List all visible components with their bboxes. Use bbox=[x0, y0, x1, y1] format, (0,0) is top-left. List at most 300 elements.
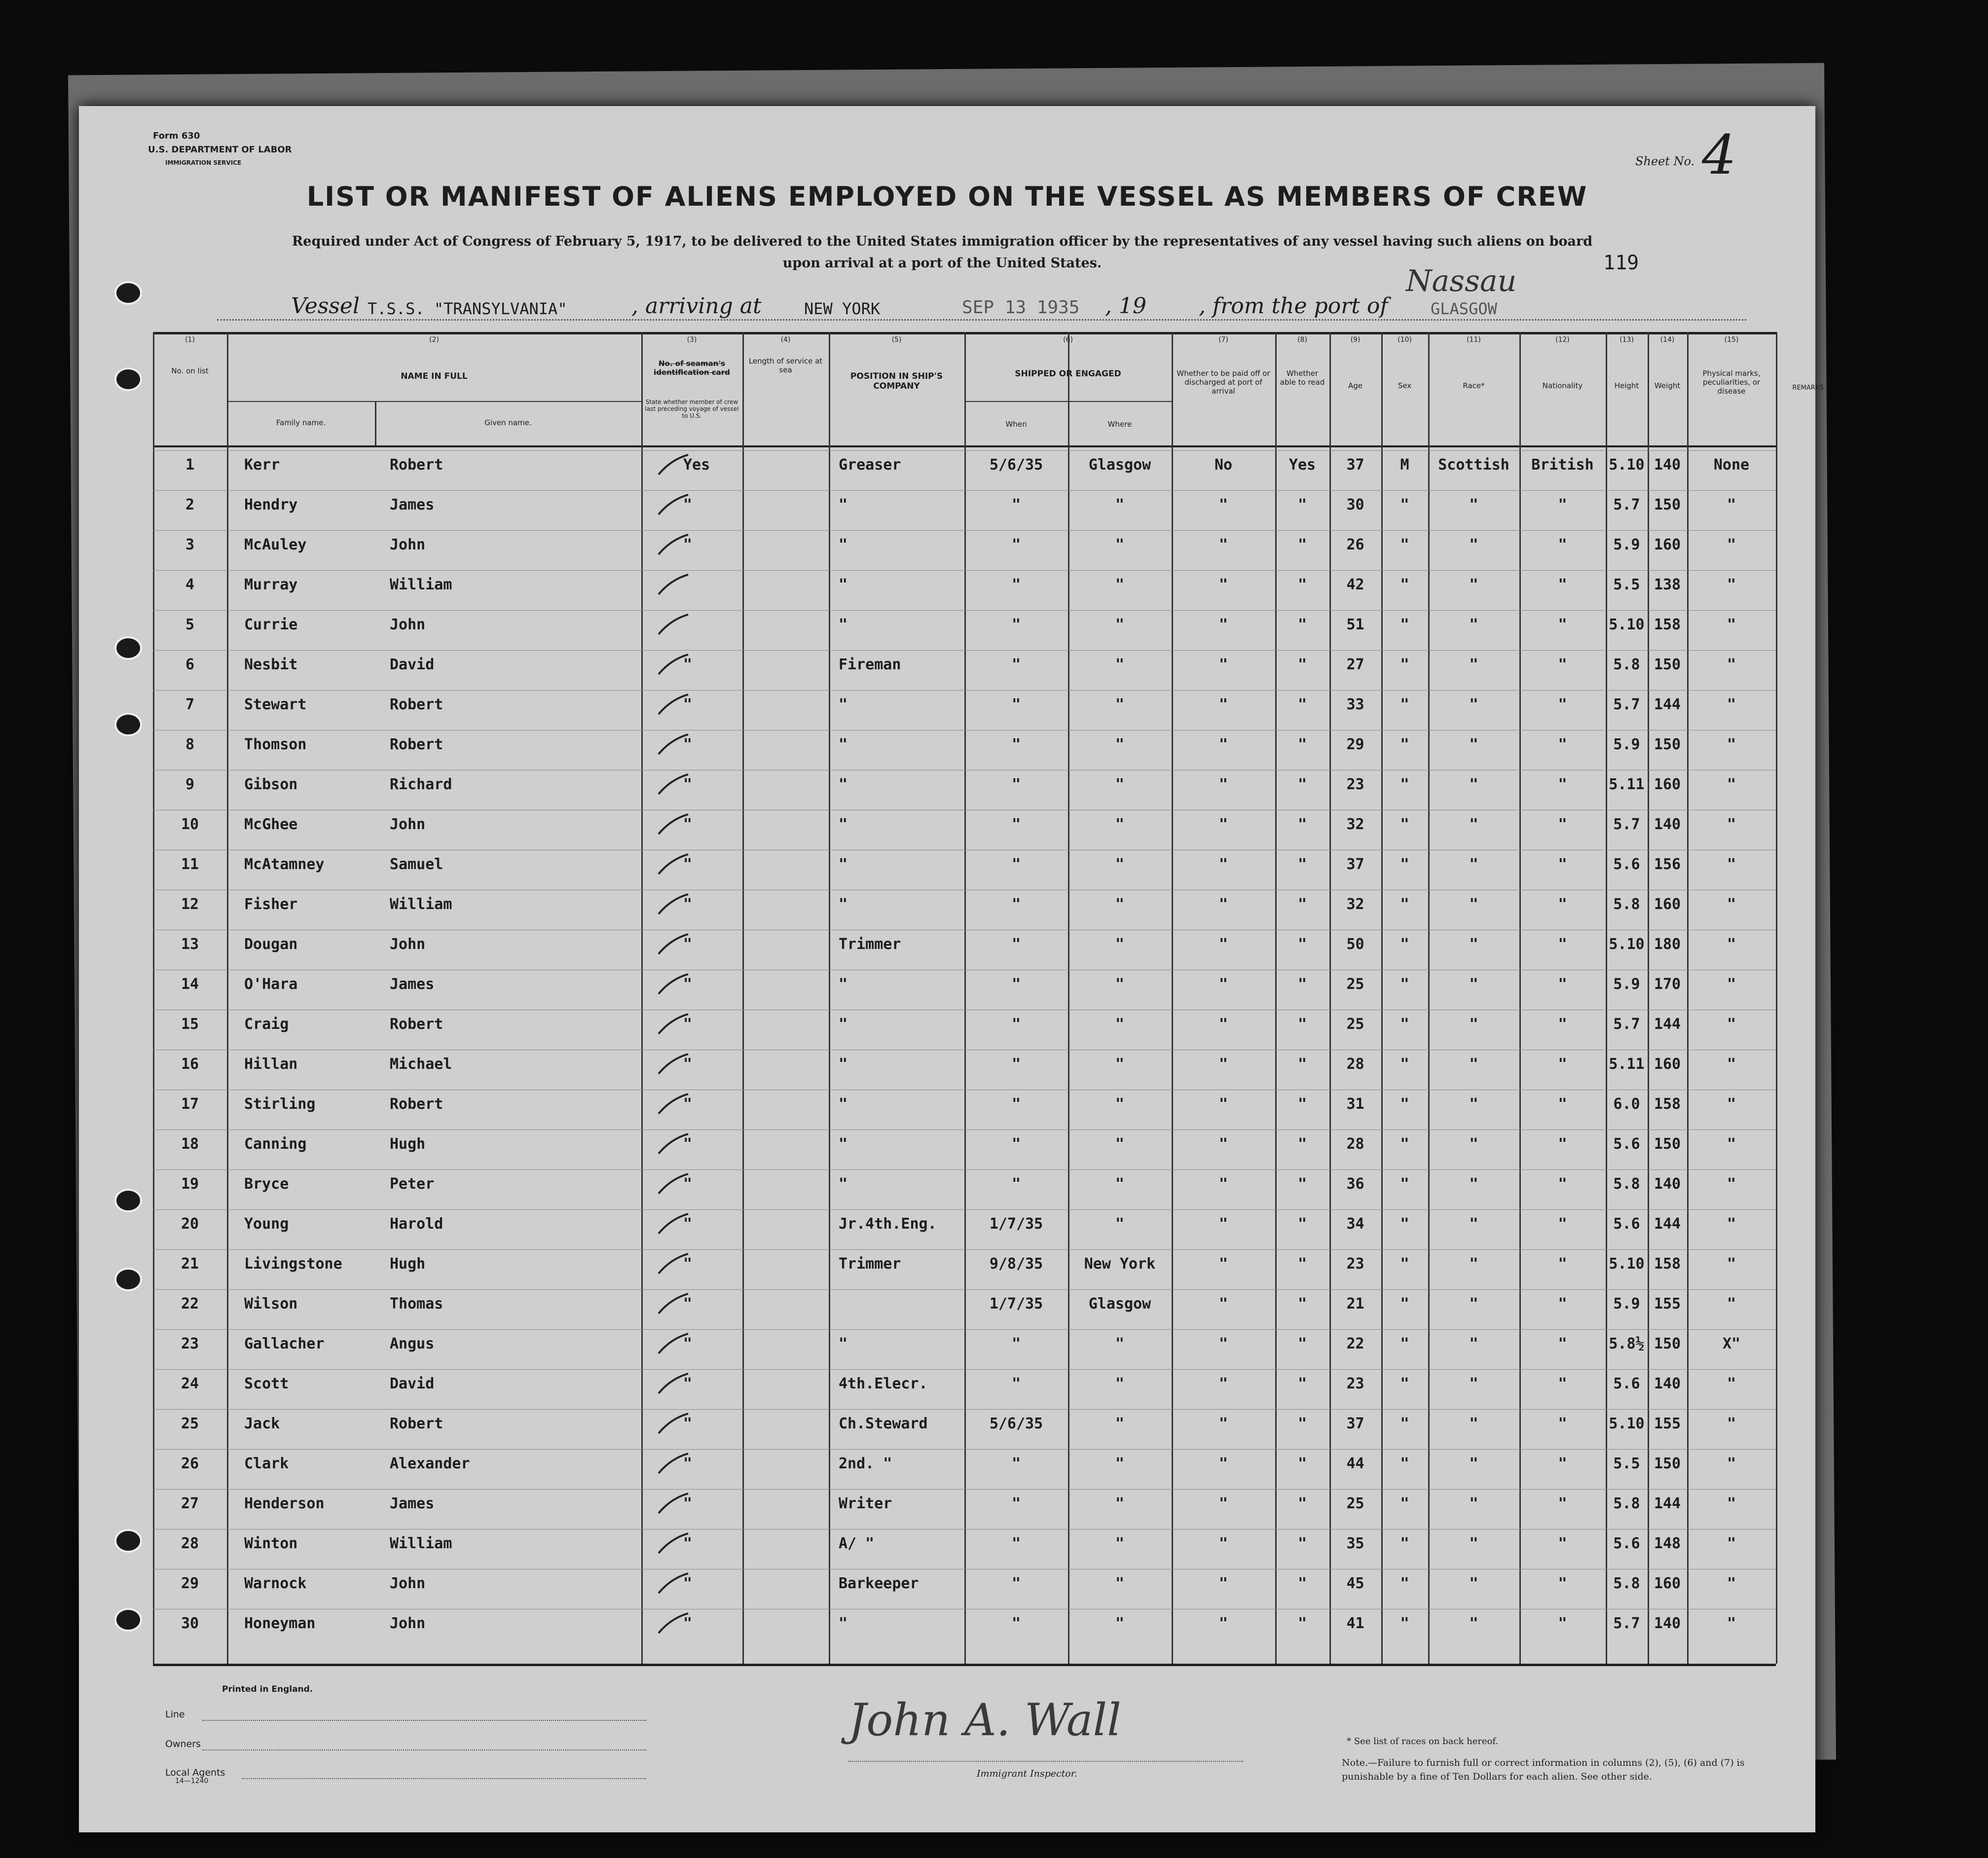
cell-family-name: Dougan bbox=[244, 936, 298, 953]
cell-family-name: Young bbox=[244, 1215, 289, 1233]
cell-nationality: " bbox=[1558, 1415, 1567, 1432]
cell-given-name: Samuel bbox=[390, 856, 443, 873]
cell-given-name: David bbox=[390, 1375, 435, 1392]
cell-crew-number: 5 bbox=[185, 616, 195, 633]
cell-height: 5.10 bbox=[1609, 616, 1645, 633]
cell-height: 5.6 bbox=[1613, 1215, 1640, 1233]
column-number: (8) bbox=[1297, 336, 1307, 344]
cell-sex: " bbox=[1400, 576, 1409, 593]
cell-family-name: Currie bbox=[244, 616, 298, 633]
cell-family-name: Livingstone bbox=[244, 1255, 342, 1273]
cell-family-name: Wilson bbox=[244, 1295, 298, 1312]
cell-paid-off: " bbox=[1218, 496, 1228, 513]
cell-physical-marks: " bbox=[1727, 816, 1736, 833]
cell-race: " bbox=[1469, 1375, 1478, 1392]
header-length-service: Length of service at sea bbox=[748, 357, 823, 374]
cell-race: " bbox=[1469, 1535, 1478, 1552]
cell-crew-number: 7 bbox=[185, 696, 195, 713]
cell-able-to-read: " bbox=[1297, 896, 1307, 913]
cell-family-name: Bryce bbox=[244, 1175, 289, 1193]
header-race: Race* bbox=[1463, 381, 1485, 390]
cell-previous-voyage: " bbox=[683, 1335, 693, 1352]
cell-shipped-where: " bbox=[1115, 896, 1125, 913]
cell-position: " bbox=[839, 1016, 848, 1033]
cell-family-name: Henderson bbox=[244, 1495, 325, 1512]
cell-crew-number: 3 bbox=[185, 536, 195, 553]
cell-height: 5.7 bbox=[1613, 496, 1640, 513]
cell-given-name: Angus bbox=[390, 1335, 435, 1352]
cell-race: " bbox=[1469, 736, 1478, 753]
cell-weight: 140 bbox=[1654, 456, 1681, 474]
cell-shipped-when: " bbox=[1011, 536, 1021, 553]
cell-sex: " bbox=[1400, 856, 1409, 873]
punch-hole bbox=[114, 1189, 142, 1212]
cell-given-name: Robert bbox=[390, 456, 443, 474]
cell-shipped-where: " bbox=[1115, 976, 1125, 993]
cell-weight: 160 bbox=[1654, 536, 1681, 553]
cell-able-to-read: " bbox=[1297, 1575, 1307, 1592]
cell-paid-off: " bbox=[1218, 1295, 1228, 1312]
cell-position: A/ " bbox=[839, 1535, 875, 1552]
cell-physical-marks: " bbox=[1727, 536, 1736, 553]
header-weight: Weight bbox=[1654, 381, 1681, 390]
cell-height: 6.0 bbox=[1613, 1095, 1640, 1113]
cell-shipped-when: " bbox=[1011, 1175, 1021, 1193]
cell-height: 5.6 bbox=[1613, 1535, 1640, 1552]
cell-weight: 148 bbox=[1654, 1535, 1681, 1552]
cell-sex: " bbox=[1400, 1415, 1409, 1432]
cell-race: " bbox=[1469, 976, 1478, 993]
cell-weight: 150 bbox=[1654, 656, 1681, 673]
cell-able-to-read: " bbox=[1297, 576, 1307, 593]
cell-nationality: " bbox=[1558, 1615, 1567, 1632]
cell-given-name: William bbox=[390, 896, 452, 913]
cell-position: Greaser bbox=[839, 456, 901, 474]
cell-height: 5.9 bbox=[1613, 1295, 1640, 1312]
cell-race: Scottish bbox=[1438, 456, 1509, 474]
table-row bbox=[153, 1289, 1776, 1329]
cell-previous-voyage: " bbox=[683, 1495, 693, 1512]
cell-age: 37 bbox=[1346, 1415, 1364, 1432]
arriving-port: NEW YORK bbox=[804, 299, 881, 318]
cell-able-to-read: " bbox=[1297, 536, 1307, 553]
cell-previous-voyage: " bbox=[683, 1455, 693, 1472]
cell-crew-number: 8 bbox=[185, 736, 195, 753]
cell-position: " bbox=[839, 576, 848, 593]
column-number: (15) bbox=[1724, 336, 1739, 344]
table-row bbox=[153, 730, 1776, 769]
cell-family-name: Warnock bbox=[244, 1575, 307, 1592]
cell-crew-number: 16 bbox=[181, 1056, 199, 1073]
table-row bbox=[153, 1449, 1776, 1489]
header-position: POSITION IN SHIP'S COMPANY bbox=[850, 371, 943, 391]
cell-height: 5.9 bbox=[1613, 976, 1640, 993]
cell-given-name: Michael bbox=[390, 1056, 452, 1073]
cell-height: 5.7 bbox=[1613, 696, 1640, 713]
cell-position: " bbox=[839, 1175, 848, 1193]
cell-crew-number: 29 bbox=[181, 1575, 199, 1592]
cell-position: Trimmer bbox=[839, 1255, 901, 1273]
table-row bbox=[153, 930, 1776, 969]
cell-crew-number: 27 bbox=[181, 1495, 199, 1512]
cell-paid-off: " bbox=[1218, 1415, 1228, 1432]
cell-shipped-when: " bbox=[1011, 896, 1021, 913]
cell-able-to-read: " bbox=[1297, 496, 1307, 513]
cell-physical-marks: " bbox=[1727, 1016, 1736, 1033]
cell-nationality: " bbox=[1558, 1255, 1567, 1273]
cell-nationality: " bbox=[1558, 1095, 1567, 1113]
cell-weight: 160 bbox=[1654, 1056, 1681, 1073]
cell-able-to-read: " bbox=[1297, 1215, 1307, 1233]
cell-sex: " bbox=[1400, 496, 1409, 513]
cell-shipped-when: " bbox=[1011, 576, 1021, 593]
cell-able-to-read: " bbox=[1297, 1175, 1307, 1193]
cell-given-name: James bbox=[390, 976, 435, 993]
crew-table bbox=[153, 332, 1824, 1664]
cell-previous-voyage: " bbox=[683, 536, 693, 553]
cell-race: " bbox=[1469, 776, 1478, 793]
cell-position: " bbox=[839, 616, 848, 633]
cell-sex: " bbox=[1400, 656, 1409, 673]
cell-family-name: Scott bbox=[244, 1375, 289, 1392]
header-name-in-full: NAME IN FULL bbox=[401, 371, 468, 381]
cell-paid-off: " bbox=[1218, 856, 1228, 873]
cell-family-name: Murray bbox=[244, 576, 298, 593]
sheet-label: Sheet No. bbox=[1635, 154, 1695, 168]
cell-crew-number: 6 bbox=[185, 656, 195, 673]
column-number: (13) bbox=[1620, 336, 1634, 344]
cell-paid-off: " bbox=[1218, 976, 1228, 993]
cell-crew-number: 10 bbox=[181, 816, 199, 833]
cell-able-to-read: " bbox=[1297, 1455, 1307, 1472]
cell-race: " bbox=[1469, 1016, 1478, 1033]
cell-shipped-where: " bbox=[1115, 696, 1125, 713]
cell-shipped-when: " bbox=[1011, 696, 1021, 713]
cell-position: Jr.4th.Eng. bbox=[839, 1215, 937, 1233]
cell-given-name: James bbox=[390, 496, 435, 513]
cell-previous-voyage: " bbox=[683, 896, 693, 913]
cell-position: Ch.Steward bbox=[839, 1415, 928, 1432]
cell-shipped-when: 1/7/35 bbox=[989, 1215, 1043, 1233]
cell-previous-voyage: " bbox=[683, 1535, 693, 1552]
table-row bbox=[153, 1050, 1776, 1089]
cell-shipped-where: " bbox=[1115, 496, 1125, 513]
cell-able-to-read: " bbox=[1297, 1016, 1307, 1033]
cell-family-name: Craig bbox=[244, 1016, 289, 1033]
cell-weight: 140 bbox=[1654, 1175, 1681, 1193]
cell-sex: " bbox=[1400, 616, 1409, 633]
cell-paid-off: " bbox=[1218, 936, 1228, 953]
cell-sex: " bbox=[1400, 696, 1409, 713]
cell-previous-voyage: " bbox=[683, 1175, 693, 1193]
header-remarks: REMARKS bbox=[1792, 384, 1824, 392]
vessel-name: T.S.S. "TRANSYLVANIA" bbox=[368, 299, 567, 318]
table-row bbox=[153, 690, 1776, 729]
column-number: (5) bbox=[891, 336, 902, 344]
cell-shipped-when: " bbox=[1011, 976, 1021, 993]
cell-paid-off: " bbox=[1218, 776, 1228, 793]
cell-position: 4th.Elecr. bbox=[839, 1375, 928, 1392]
cell-shipped-where: " bbox=[1115, 1335, 1125, 1352]
cell-given-name: Robert bbox=[390, 1095, 443, 1113]
cell-shipped-where: " bbox=[1115, 1135, 1125, 1153]
cell-race: " bbox=[1469, 856, 1478, 873]
cell-weight: 180 bbox=[1654, 936, 1681, 953]
cell-given-name: William bbox=[390, 576, 452, 593]
cell-age: 34 bbox=[1346, 1215, 1364, 1233]
cell-physical-marks: " bbox=[1727, 976, 1736, 993]
cell-age: 32 bbox=[1346, 896, 1364, 913]
cell-nationality: " bbox=[1558, 896, 1567, 913]
cell-previous-voyage: " bbox=[683, 1135, 693, 1153]
cell-race: " bbox=[1469, 616, 1478, 633]
cell-shipped-when: " bbox=[1011, 776, 1021, 793]
cell-sex: " bbox=[1400, 1056, 1409, 1073]
cell-shipped-when: " bbox=[1011, 1135, 1021, 1153]
cell-paid-off: " bbox=[1218, 1375, 1228, 1392]
cell-age: 37 bbox=[1346, 456, 1364, 474]
cell-shipped-where: Glasgow bbox=[1088, 1295, 1151, 1312]
cell-shipped-when: " bbox=[1011, 1056, 1021, 1073]
cell-position: " bbox=[839, 976, 848, 993]
cell-position: " bbox=[839, 736, 848, 753]
table-row bbox=[153, 490, 1776, 530]
column-number: (12) bbox=[1555, 336, 1570, 344]
cell-sex: " bbox=[1400, 1215, 1409, 1233]
table-row bbox=[153, 1489, 1776, 1529]
cell-position: " bbox=[839, 1615, 848, 1632]
cell-shipped-when: " bbox=[1011, 1095, 1021, 1113]
cell-race: " bbox=[1469, 1495, 1478, 1512]
cell-height: 5.8½ bbox=[1609, 1335, 1645, 1352]
cell-sex: M bbox=[1400, 456, 1409, 474]
cell-shipped-where: " bbox=[1115, 776, 1125, 793]
cell-crew-number: 25 bbox=[181, 1415, 199, 1432]
cell-nationality: " bbox=[1558, 936, 1567, 953]
cell-paid-off: " bbox=[1218, 1135, 1228, 1153]
cell-race: " bbox=[1469, 1455, 1478, 1472]
cell-nationality: " bbox=[1558, 696, 1567, 713]
cell-able-to-read: " bbox=[1297, 696, 1307, 713]
table-row bbox=[153, 1409, 1776, 1449]
cell-family-name: McAuley bbox=[244, 536, 307, 553]
cell-age: 35 bbox=[1346, 1535, 1364, 1552]
column-number: (14) bbox=[1660, 336, 1675, 344]
cell-crew-number: 30 bbox=[181, 1615, 199, 1632]
punch-hole bbox=[114, 713, 142, 736]
cell-sex: " bbox=[1400, 1335, 1409, 1352]
cell-given-name: John bbox=[390, 1615, 426, 1632]
header-physical-marks: Physical marks, peculiarities, or disease bbox=[1702, 369, 1761, 396]
cell-physical-marks: " bbox=[1727, 736, 1736, 753]
handwritten-port: Nassau bbox=[1406, 264, 1517, 298]
cell-sex: " bbox=[1400, 1575, 1409, 1592]
cell-physical-marks: " bbox=[1727, 1535, 1736, 1552]
cell-previous-voyage: " bbox=[683, 1415, 693, 1432]
table-row bbox=[153, 890, 1776, 929]
table-row bbox=[153, 450, 1776, 490]
cell-shipped-when: " bbox=[1011, 1575, 1021, 1592]
vessel-label: Vessel bbox=[291, 293, 360, 319]
table-row bbox=[153, 530, 1776, 570]
column-number: (10) bbox=[1398, 336, 1412, 344]
column-number: (4) bbox=[780, 336, 791, 344]
cell-given-name: Hugh bbox=[390, 1255, 426, 1273]
cell-weight: 160 bbox=[1654, 896, 1681, 913]
cell-age: 28 bbox=[1346, 1056, 1364, 1073]
manifest-page bbox=[79, 106, 1824, 1832]
cell-family-name: Stirling bbox=[244, 1095, 316, 1113]
cell-crew-number: 19 bbox=[181, 1175, 199, 1193]
cell-family-name: Kerr bbox=[244, 456, 280, 474]
cell-age: 23 bbox=[1346, 1255, 1364, 1273]
cell-position: " bbox=[839, 1135, 848, 1153]
cell-sex: " bbox=[1400, 1095, 1409, 1113]
cell-position: Trimmer bbox=[839, 936, 901, 953]
cell-shipped-when: " bbox=[1011, 1455, 1021, 1472]
cell-paid-off: " bbox=[1218, 816, 1228, 833]
header-given-name: Given name. bbox=[484, 418, 532, 427]
cell-paid-off: " bbox=[1218, 736, 1228, 753]
penalty-note: Note.—Failure to furnish full or correct information in columns (2), (5), (6) and (7) is punishable by a fine of Ten Dollars for each alien. See other side. bbox=[1342, 1757, 1745, 1782]
cell-age: 36 bbox=[1346, 1175, 1364, 1193]
cell-able-to-read: " bbox=[1297, 1295, 1307, 1312]
department-name: U.S. DEPARTMENT OF LABOR bbox=[148, 145, 292, 155]
year-label: , 19 bbox=[1105, 293, 1146, 319]
cell-previous-voyage: " bbox=[683, 1615, 693, 1632]
cell-nationality: " bbox=[1558, 1135, 1567, 1153]
cell-crew-number: 17 bbox=[181, 1095, 199, 1113]
cell-previous-voyage: " bbox=[683, 1575, 693, 1592]
cell-paid-off: " bbox=[1218, 1575, 1228, 1592]
cell-family-name: McAtamney bbox=[244, 856, 325, 873]
table-row bbox=[153, 1249, 1776, 1289]
cell-physical-marks: " bbox=[1727, 496, 1736, 513]
cell-nationality: " bbox=[1558, 1575, 1567, 1592]
table-row bbox=[153, 1569, 1776, 1608]
cell-shipped-when: 5/6/35 bbox=[989, 1415, 1043, 1432]
cell-sex: " bbox=[1400, 1016, 1409, 1033]
cell-position: " bbox=[839, 1056, 848, 1073]
cell-able-to-read: " bbox=[1297, 816, 1307, 833]
cell-height: 5.9 bbox=[1613, 736, 1640, 753]
cell-sex: " bbox=[1400, 1135, 1409, 1153]
column-number: (1) bbox=[185, 336, 195, 344]
cell-weight: 158 bbox=[1654, 1095, 1681, 1113]
table-row bbox=[153, 1129, 1776, 1169]
cell-nationality: " bbox=[1558, 976, 1567, 993]
cell-shipped-when: " bbox=[1011, 1016, 1021, 1033]
cell-height: 5.8 bbox=[1613, 1175, 1640, 1193]
cell-paid-off: " bbox=[1218, 616, 1228, 633]
cell-physical-marks: " bbox=[1727, 1495, 1736, 1512]
cell-paid-off: " bbox=[1218, 1215, 1228, 1233]
cell-family-name: Thomson bbox=[244, 736, 307, 753]
cell-paid-off: " bbox=[1218, 1535, 1228, 1552]
punch-hole bbox=[114, 1529, 142, 1553]
cell-previous-voyage: " bbox=[683, 696, 693, 713]
cell-family-name: Winton bbox=[244, 1535, 298, 1552]
cell-height: 5.9 bbox=[1613, 536, 1640, 553]
cell-shipped-when: " bbox=[1011, 1335, 1021, 1352]
cell-age: 21 bbox=[1346, 1295, 1364, 1312]
cell-sex: " bbox=[1400, 776, 1409, 793]
cell-shipped-where: " bbox=[1115, 1535, 1125, 1552]
cell-weight: 158 bbox=[1654, 1255, 1681, 1273]
cell-shipped-where: " bbox=[1115, 1016, 1125, 1033]
cell-crew-number: 13 bbox=[181, 936, 199, 953]
cell-shipped-when: " bbox=[1011, 1615, 1021, 1632]
cell-paid-off: " bbox=[1218, 1455, 1228, 1472]
cell-previous-voyage: " bbox=[683, 736, 693, 753]
cell-able-to-read: " bbox=[1297, 976, 1307, 993]
cell-weight: 150 bbox=[1654, 496, 1681, 513]
cell-race: " bbox=[1469, 1415, 1478, 1432]
cell-physical-marks: " bbox=[1727, 1135, 1736, 1153]
line-label: Line bbox=[165, 1709, 185, 1720]
vessel-line-rule bbox=[217, 319, 1746, 321]
table-row bbox=[153, 1369, 1776, 1409]
cell-sex: " bbox=[1400, 536, 1409, 553]
cell-crew-number: 21 bbox=[181, 1255, 199, 1273]
header-nationality: Nationality bbox=[1542, 381, 1583, 390]
cell-height: 5.7 bbox=[1613, 1016, 1640, 1033]
cell-sex: " bbox=[1400, 1255, 1409, 1273]
cell-nationality: " bbox=[1558, 1335, 1567, 1352]
cell-age: 33 bbox=[1346, 696, 1364, 713]
cell-race: " bbox=[1469, 1575, 1478, 1592]
cell-paid-off: " bbox=[1218, 1016, 1228, 1033]
cell-race: " bbox=[1469, 1095, 1478, 1113]
cell-race: " bbox=[1469, 696, 1478, 713]
cell-position: " bbox=[839, 896, 848, 913]
cell-race: " bbox=[1469, 816, 1478, 833]
cell-nationality: " bbox=[1558, 1375, 1567, 1392]
cell-sex: " bbox=[1400, 1375, 1409, 1392]
cell-shipped-when: " bbox=[1011, 1375, 1021, 1392]
cell-age: 25 bbox=[1346, 976, 1364, 993]
check-mark-icon bbox=[656, 572, 691, 597]
cell-given-name: Harold bbox=[390, 1215, 443, 1233]
cell-sex: " bbox=[1400, 1615, 1409, 1632]
cell-crew-number: 4 bbox=[185, 576, 195, 593]
header-shipped: SHIPPED OR ENGAGED bbox=[1015, 369, 1121, 379]
cell-age: 26 bbox=[1346, 536, 1364, 553]
table-row bbox=[153, 650, 1776, 690]
cell-nationality: " bbox=[1558, 1215, 1567, 1233]
cell-previous-voyage: " bbox=[683, 1095, 693, 1113]
cell-position: " bbox=[839, 536, 848, 553]
cell-weight: 160 bbox=[1654, 1575, 1681, 1592]
cell-paid-off: No bbox=[1214, 456, 1233, 474]
inspector-label: Immigrant Inspector. bbox=[977, 1768, 1077, 1779]
cell-crew-number: 15 bbox=[181, 1016, 199, 1033]
cell-able-to-read: " bbox=[1297, 1335, 1307, 1352]
cell-family-name: Hendry bbox=[244, 496, 298, 513]
cell-shipped-where: " bbox=[1115, 1615, 1125, 1632]
cell-height: 5.10 bbox=[1609, 1415, 1645, 1432]
cell-nationality: " bbox=[1558, 656, 1567, 673]
cell-given-name: Robert bbox=[390, 1415, 443, 1432]
header-sex: Sex bbox=[1398, 381, 1412, 390]
cell-nationality: " bbox=[1558, 856, 1567, 873]
cell-physical-marks: " bbox=[1727, 776, 1736, 793]
cell-shipped-where: " bbox=[1115, 1495, 1125, 1512]
cell-weight: 138 bbox=[1654, 576, 1681, 593]
arriving-label: , arriving at bbox=[631, 293, 762, 319]
cell-age: 44 bbox=[1346, 1455, 1364, 1472]
cell-position: " bbox=[839, 696, 848, 713]
